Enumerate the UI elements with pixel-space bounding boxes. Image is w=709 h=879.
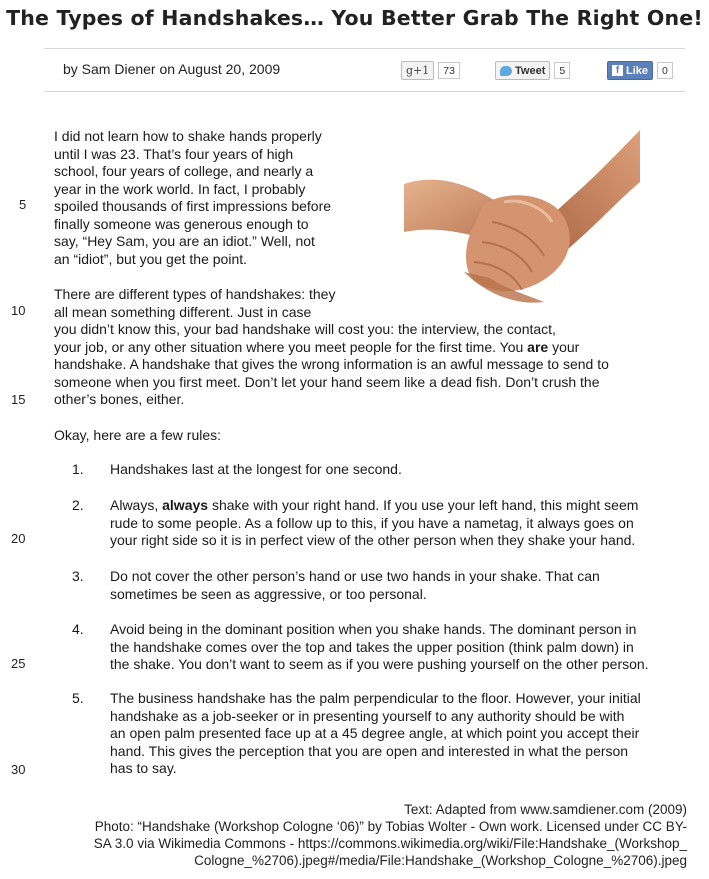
like-button[interactable] — [607, 61, 653, 80]
credit-line: SA 3.0 via Wikimedia Commons - https://commons.wikimedia.org/wiki/File:Handshake_(Workshop_ — [93, 836, 687, 851]
paragraph-line: handshake. A handshake that gives the wrong information is an awful message to send to — [54, 356, 609, 372]
paragraph-line: I did not learn how to shake hands properly — [54, 128, 322, 144]
tweet-label: Tweet — [515, 64, 546, 77]
credit-line: Text: Adapted from www.samdiener.com (2009) — [404, 802, 687, 817]
paragraph-line: finally someone was generous enough to — [54, 215, 309, 232]
handshake-photo — [404, 122, 640, 310]
emphasis-are: are — [527, 338, 549, 355]
credit-line: Cologne_%2706).jpeg#/media/File:Handshake_(Workshop_Cologne_%2706).jpeg — [194, 853, 687, 868]
paragraph-line: until I was 23. That’s four years of high — [54, 145, 294, 162]
rule-1: Handshakes last at the longest for one second. — [110, 461, 402, 477]
facebook-share[interactable] — [607, 61, 673, 80]
tweet-button[interactable] — [495, 61, 550, 80]
rule-number: 5. — [72, 690, 84, 706]
rule-3: Do not cover the other person’s hand or use two hands in your shake. That can sometimes be seen as aggressive, or too personal. — [110, 568, 600, 602]
paragraph-line: There are different types of handshakes: they — [54, 286, 336, 302]
paragraph-line: you didn’t know this, your bad handshake will cost you: the interview, the contact, — [54, 321, 556, 337]
line-number: 15 — [11, 392, 26, 407]
rule-number: 1. — [72, 461, 84, 477]
paragraph-line: say, “Hey Sam, you are an idiot.” Well, not — [54, 233, 315, 249]
line-number: 25 — [11, 656, 26, 671]
emphasis-always: always — [162, 497, 209, 513]
rules-intro: Okay, here are a few rules: — [54, 427, 222, 443]
facebook-icon: f — [612, 65, 623, 76]
paragraph-line: someone when you first meet. Don’t let your hand seem like a dead fish. Don’t crush the — [54, 373, 600, 390]
line-number: 30 — [11, 762, 26, 777]
tweet-share[interactable] — [495, 61, 570, 80]
like-count: 0 — [657, 62, 673, 79]
paragraph-line: school, four years of college, and nearly a — [54, 163, 314, 179]
gplus-count: 73 — [438, 62, 460, 79]
byline: by Sam Diener on August 20, 2009 — [63, 61, 281, 77]
twitter-bird-icon — [500, 66, 512, 76]
paragraph-2 — [54, 286, 609, 409]
byline-bar — [44, 48, 685, 92]
paragraph-line: all mean something different. Just in case — [54, 303, 312, 320]
rule-4: Avoid being in the dominant position when you shake hands. The dominant person in the handshake comes over the top and takes the upper position (think palm down) in the shake. You don’t want to seem as if you were pushing yourself on the other person. — [110, 621, 649, 672]
paragraph-line: an “idiot”, but you get the point. — [54, 250, 248, 267]
credits — [94, 801, 687, 869]
paragraph-1 — [54, 128, 331, 268]
rule-number: 3. — [72, 568, 84, 584]
line-number: 10 — [11, 303, 26, 318]
paragraph-line: your job, or any other situation where you meet people for the first time. You are your — [54, 338, 580, 355]
rule-number: 2. — [72, 497, 84, 513]
rule-2: Always, always shake with your right hand. If you use your left hand, this might seem rude to some people. As a follow up to this, if you have a nametag, it always goes on your right side so it is in perfect view of the other person when they shake your hand. — [110, 497, 639, 548]
tweet-count: 5 — [554, 62, 570, 79]
paragraph-line: year in the work world. In fact, I probably — [54, 180, 306, 197]
credit-line: Photo: “Handshake (Workshop Cologne ‘06)” by Tobias Wolter - Own work. Licensed under CC BY- — [94, 819, 687, 834]
line-number: 5 — [19, 197, 27, 212]
gplus-button[interactable]: g+1 — [401, 61, 434, 80]
paragraph-line: spoiled thousands of first impressions before — [54, 198, 332, 214]
like-label: Like — [626, 64, 649, 77]
line-number: 20 — [11, 531, 26, 546]
rule-5: The business handshake has the palm perpendicular to the floor. However, your initial handshake as a job-seeker or in presenting yourself to any authority should be with an open palm presented face up at a 45 degree angle, at which point you accept their hand. This gives the perception that you are open and interested in what the person has to say. — [110, 690, 641, 776]
article-title: The Types of Handshakes… You Better Grab The Right One! — [6, 6, 703, 30]
paragraph-line: other’s bones, either. — [54, 391, 185, 407]
rule-number: 4. — [72, 621, 84, 637]
gplus-share[interactable] — [401, 61, 460, 80]
